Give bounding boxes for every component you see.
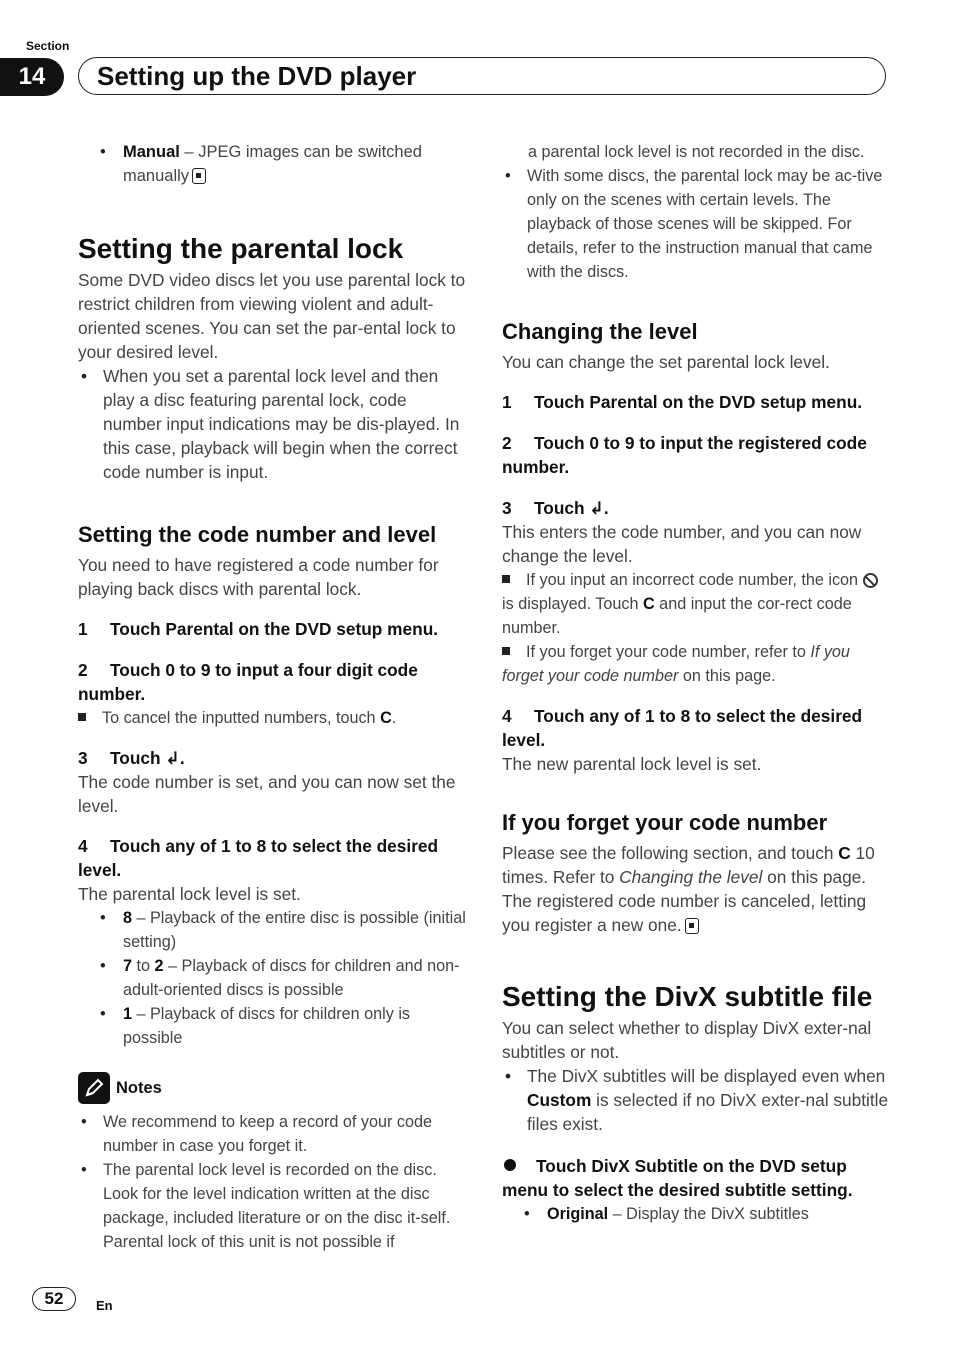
forget-code-note: If you forget your code number, refer to If you forget your code number on this page. [502, 643, 850, 685]
section-number-badge: 14 [0, 58, 64, 96]
chapter-title-text: Setting up the DVD player [97, 60, 417, 91]
heading-forget-code: If you forget your code number [502, 810, 828, 835]
enter-icon: ↲ [589, 498, 604, 518]
left-column [78, 140, 466, 1254]
list-item: • Original – Display the DivX subtitles [502, 1202, 892, 1226]
stop-icon [685, 918, 699, 934]
incorrect-code-note: If you input an incorrect code number, the icon is displayed. Touch C and input the cor-rect code number. [502, 568, 892, 640]
pencil-icon [78, 1072, 110, 1104]
step-3: 3 Touch ↲. [78, 748, 185, 768]
step-1: 1 Touch Parental on the DVD setup menu. [502, 392, 863, 412]
list-item: • The DivX subtitles will be displayed even when Custom is selected if no DivX exter-nal subtitle files exist. [502, 1064, 892, 1136]
list-item: • The parental lock level is recorded on the disc. Look for the level indication written at the disc package, included literature or on the disc it-self. Parental lock of this unit is not possible if [78, 1158, 466, 1254]
step-bullet-icon [504, 1159, 516, 1171]
enter-icon: ↲ [165, 748, 180, 768]
list-item: • When you set a parental lock level and then play a disc featuring parental lock, code number input indications may be dis-played. In this case, playback will begin when the correct code number is input. [78, 364, 466, 484]
step-3-desc: The code number is set, and you can now set the level. [78, 772, 456, 816]
step-3-desc: This enters the code number, and you can now change the level. [502, 522, 862, 566]
parental-intro: Some DVD video discs let you use parental lock to restrict children from viewing violent and adult-oriented scenes. You can set the par-ental lock to your desired level. [78, 270, 466, 362]
divx-intro: You can select whether to display DivX exter-nal subtitles or not. [502, 1018, 872, 1062]
heading-divx-subtitle: Setting the DivX subtitle file [502, 981, 873, 1012]
step-3: 3 Touch ↲. [502, 498, 609, 518]
change-intro: You can change the set parental lock level. [502, 352, 830, 372]
step-4-desc: The new parental lock level is set. [502, 754, 762, 774]
list-item: • 8 – Playback of the entire disc is possible (initial setting) [78, 906, 466, 954]
divx-step: Touch DivX Subtitle on the DVD setup menu to select the desired subtitle setting. [502, 1156, 853, 1200]
list-item: • 7 to 2 – Playback of discs for children and non-adult-oriented discs is possible [78, 954, 466, 1002]
list-item: • We recommend to keep a record of your code number in case you forget it. [78, 1110, 466, 1158]
right-column [502, 140, 892, 1226]
language-label: En [96, 1298, 113, 1313]
heading-changing-level: Changing the level [502, 319, 698, 344]
step-1: 1 Touch Parental on the DVD setup menu. [78, 619, 439, 639]
code-intro: You need to have registered a code number for playing back discs with parental lock. [78, 555, 439, 599]
page-number: 52 [32, 1287, 76, 1311]
notes-title: Notes [116, 1079, 162, 1097]
continued-text: a parental lock level is not recorded in the disc. [528, 143, 865, 161]
step-4: 4 Touch any of 1 to 8 to select the desired level. [502, 706, 863, 750]
step-4: 4 Touch any of 1 to 8 to select the desired level. [78, 836, 439, 880]
no-entry-icon [863, 573, 878, 588]
step-2: 2 Touch 0 to 9 to input the registered code number. [502, 433, 867, 477]
heading-parental-lock: Setting the parental lock [78, 233, 404, 264]
list-item: • Manual – JPEG images can be switched manually [78, 140, 466, 188]
stop-icon [192, 168, 206, 184]
notes-header [78, 1072, 466, 1104]
chapter-title [78, 57, 886, 95]
list-item: • With some discs, the parental lock may be ac-tive only on the scenes with certain levels. The playback of those scenes will be skipped. For details, refer to the instruction manual that came with the discs. [502, 164, 892, 284]
section-label: Section [26, 39, 70, 53]
forget-text: Please see the following section, and touch C 10 times. Refer to Changing the level on this page. The registered code number is canceled, letting you register a new one. [502, 843, 875, 935]
heading-code-number: Setting the code number and level [78, 522, 437, 547]
step-4-desc: The parental lock level is set. [78, 884, 301, 904]
step-2-note: To cancel the inputted numbers, touch C. [78, 706, 466, 730]
list-item: • 1 – Playback of discs for children only is possible [78, 1002, 466, 1050]
step-2: 2 Touch 0 to 9 to input a four digit code number. [78, 660, 418, 704]
